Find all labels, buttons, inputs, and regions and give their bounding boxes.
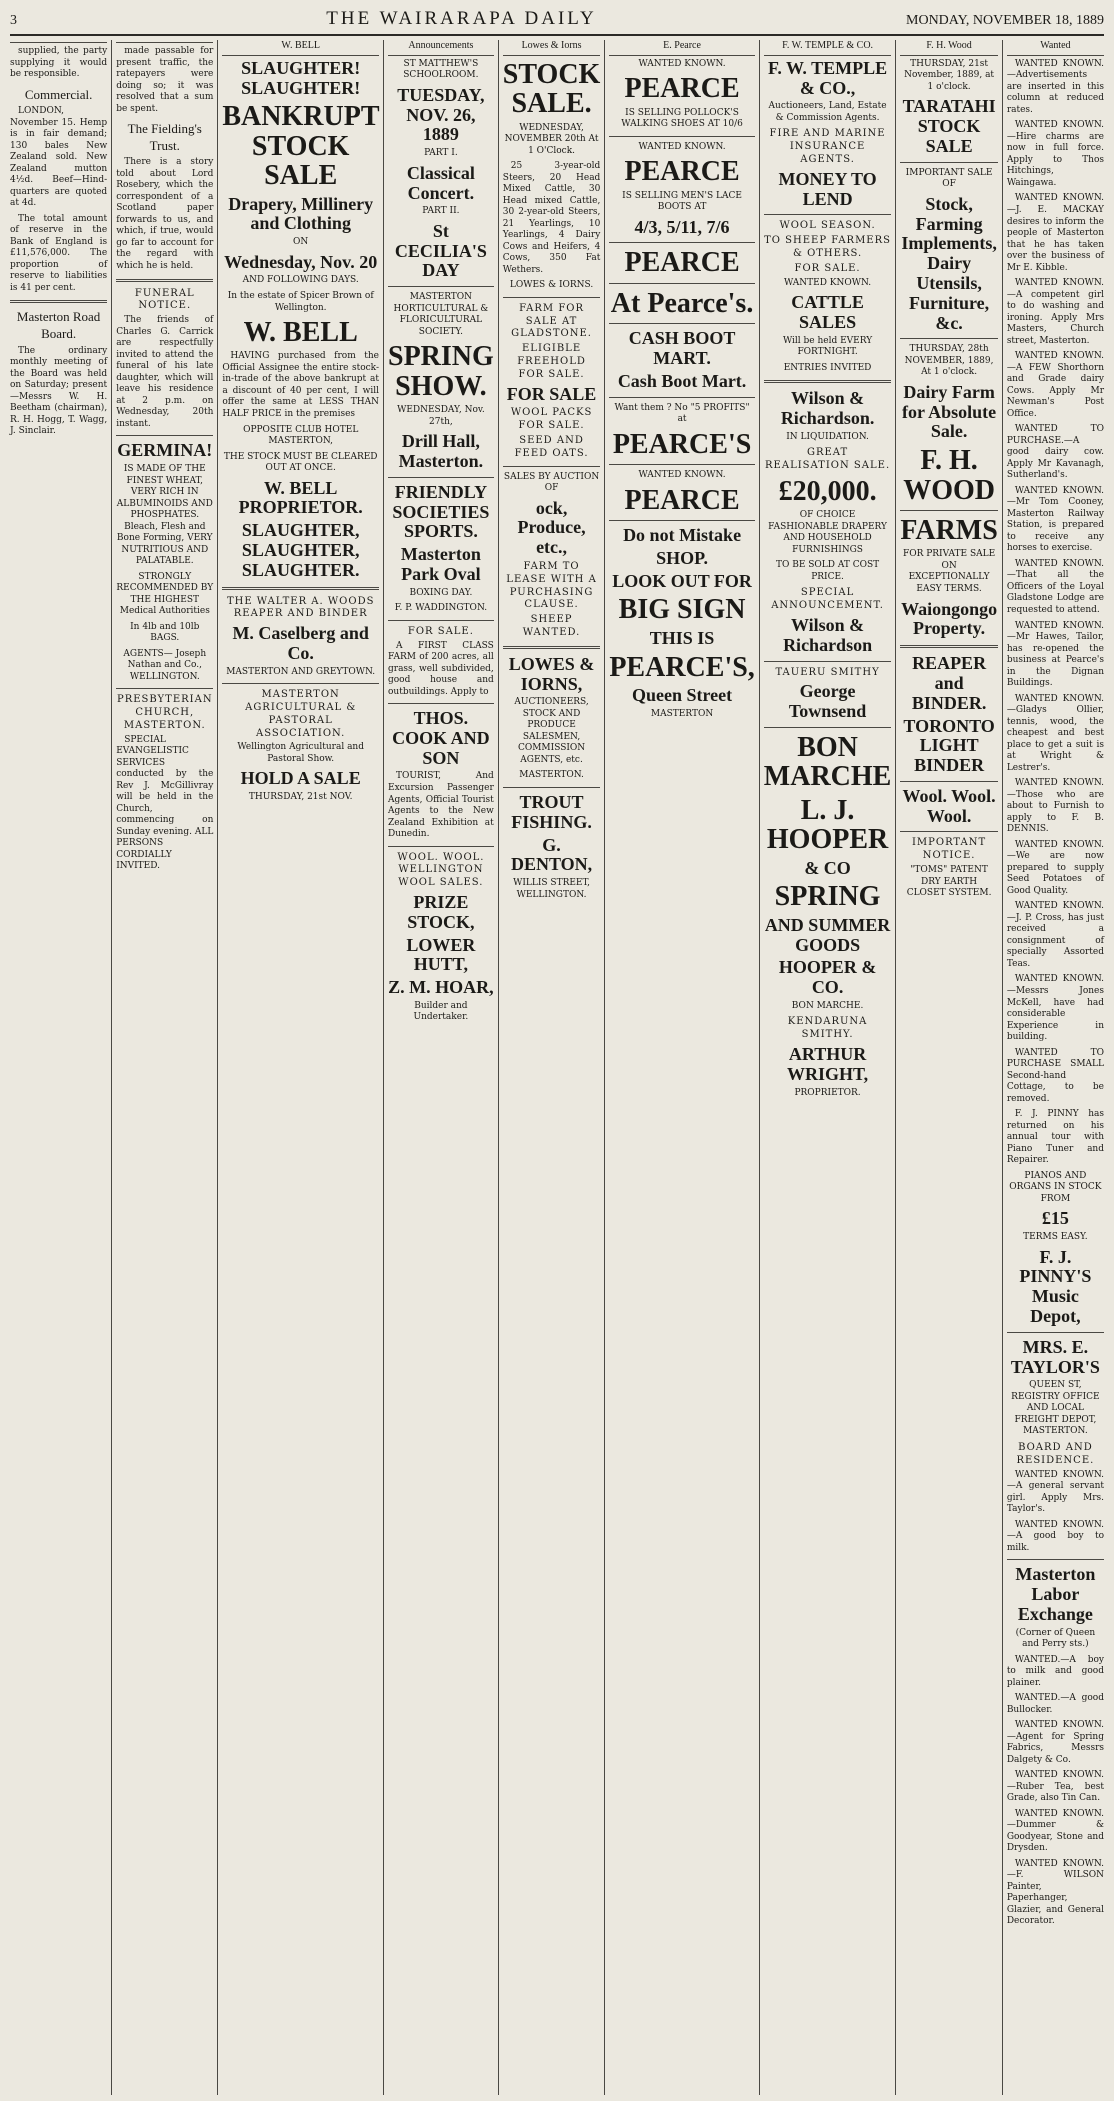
divider	[764, 727, 892, 728]
ad-heading: GREAT REALISATION SALE.	[765, 447, 891, 472]
ad-heading: LOWER HUTT,	[406, 934, 476, 975]
article-text: The total amount of reserve in the Bank of England is £11,576,000. The proportion of reserve to liabilities is 41 per cent.	[10, 213, 108, 293]
column-head-9: Wanted	[1007, 40, 1104, 56]
ad-heading: BON MARCHE	[763, 732, 892, 793]
column-2	[111, 40, 217, 2095]
ad-heading: TAUERU SMITHY	[775, 666, 880, 678]
ad-heading: George Townsend	[788, 681, 867, 722]
section-heading: Masterton Road Board.	[16, 309, 101, 342]
ad-heading: G. DENTON,	[510, 834, 593, 875]
masthead	[10, 8, 1104, 36]
ad-heading: FUNERAL NOTICE.	[134, 287, 195, 312]
ad-heading: WOOL. WOOL. WELLINGTON WOOL SALES.	[397, 851, 485, 889]
ad-heading: AND SUMMER GOODS	[764, 914, 891, 955]
ad-heading: & CO	[804, 857, 851, 878]
ad-heading: LOWES & IORNS,	[508, 653, 595, 694]
ad-heading: F. W. TEMPLE & CO.,	[768, 57, 888, 98]
ad-text: TERMS EASY.	[1023, 1232, 1088, 1243]
ad-heading: FARM TO LEASE WITH A PURCHASING CLAUSE.	[506, 560, 597, 611]
ad-heading: Stock, Farming Implements, Dairy Utensils, Furniture, &c.	[901, 193, 997, 333]
classified-ad: WANTED.—A boy to milk and good plainer.	[1006, 1654, 1104, 1688]
ad-heading: FOR SALE	[506, 383, 597, 404]
ad-heading: £15	[1041, 1208, 1069, 1229]
ad-text: IN LIQUIDATION.	[786, 431, 869, 442]
ad-heading: SLAUGHTER! SLAUGHTER!	[241, 57, 361, 98]
ad-text: IMPORTANT SALE OF	[905, 167, 993, 190]
ad-text: F. P. WADDINGTON.	[394, 603, 488, 614]
ad-heading: IMPORTANT NOTICE.	[911, 837, 987, 862]
ad-text: WEDNESDAY, Nov. 27th,	[397, 405, 485, 427]
ad-heading: W. BELL	[243, 317, 358, 349]
ad-heading: SHOP.	[656, 547, 708, 568]
ad-text: ON	[293, 237, 309, 248]
divider	[609, 397, 754, 398]
article-text: The ordinary monthly meeting of the Board was held on Saturday; present—Messrs W. H. Beetham (chairman), R. H. Hogg, T. Wagg, J. Sinclair.	[10, 345, 108, 437]
ad-text: Builder and Undertaker.	[413, 1000, 469, 1023]
classified-ad: WANTED KNOWN.—Messrs Jones McKell, have had considerable Experience in building.	[1006, 974, 1104, 1043]
ad-text: PIANOS AND ORGANS IN STOCK FROM	[1009, 1170, 1102, 1204]
column-4	[383, 40, 498, 2095]
ad-text: WILLIS STREET, WELLINGTON.	[513, 878, 591, 900]
ad-text: IS SELLING MEN'S LACE BOOTS AT	[622, 190, 742, 213]
ad-heading: Drill Hall, Masterton.	[398, 431, 484, 471]
classified-ad: WANTED KNOWN.—A good boy to milk.	[1006, 1519, 1104, 1553]
divider	[609, 323, 754, 324]
classified-ad: WANTED KNOWN.—Those who are about to Furnish to apply to F. B. DENNIS.	[1006, 778, 1104, 835]
ad-heading: TO SHEEP FARMERS & OTHERS.	[764, 235, 891, 259]
ad-text: THE STOCK MUST BE CLEARED OUT AT ONCE.	[223, 451, 378, 474]
ad-heading: 4/3, 5/11, 7/6	[634, 216, 730, 237]
classified-ad: WANTED KNOWN.—A competent girl to do washing and ironing. Apply Mrs Masters, Church street, Masterton.	[1006, 278, 1104, 346]
ad-text: Want them ? No "5 PROFITS" at	[614, 402, 750, 425]
classified-ad: WANTED KNOWN.—Ruber Tea, best Grade, also Tin Can.	[1006, 1770, 1104, 1804]
ad-text: WANTED KNOWN.	[638, 58, 726, 69]
divider	[388, 703, 494, 704]
ad-heading: Masterton Labor Exchange	[1015, 1564, 1096, 1624]
column-3	[217, 40, 383, 2095]
ad-text: STRONGLY RECOMMENDED BY THE HIGHEST Medical Authorities	[116, 571, 214, 617]
article-text: There is a story told about Lord Rosebery, which the correspondent of a Scotland paper forwards to us, and which, if true, would go far to account for the regard with which he is held.	[116, 157, 214, 271]
ad-heading: PRESBYTERIAN CHURCH, MASTERTON.	[116, 694, 213, 731]
ad-heading: L. J. HOOPER	[766, 794, 889, 856]
column-head-5: Lowes & Iorns	[503, 40, 601, 56]
divider	[900, 510, 997, 511]
ad-heading: TUESDAY, NOV. 26, 1889	[397, 84, 485, 145]
ad-heading: PEARCE	[624, 73, 740, 105]
ad-text: OF CHOICE FASHIONABLE DRAPERY AND HOUSEHOLD FURNISHINGS	[768, 510, 887, 555]
ad-heading: THOS. COOK AND SON	[392, 708, 490, 768]
ad-text: SALES BY AUCTION OF	[503, 471, 600, 494]
ad-heading: Do not Mistake	[623, 524, 742, 545]
ad-text: FOR PRIVATE SALE ON EXCEPTIONALLY EASY TERMS.	[902, 549, 996, 594]
ad-heading: SEED AND FEED OATS.	[514, 434, 589, 459]
ad-text: QUEEN ST, REGISTRY OFFICE AND LOCAL FREIGHT DEPOT, MASTERTON.	[1011, 1380, 1100, 1437]
ad-text: AND FOLLOWING DAYS.	[242, 275, 359, 286]
column-7	[759, 40, 896, 2095]
column-head-8: F. H. Wood	[900, 40, 997, 56]
ad-heading: CASH BOOT MART.	[628, 328, 736, 369]
ad-heading: TROUT FISHING.	[511, 791, 592, 832]
divider	[388, 620, 494, 621]
ad-heading: SLAUGHTER, SLAUGHTER, SLAUGHTER.	[241, 520, 360, 580]
divider	[503, 787, 601, 788]
ad-text: ENTRIES INVITED	[783, 362, 872, 373]
divider	[503, 466, 601, 467]
classified-ad: WANTED TO PURCHASE SMALL Second-hand Cottage, to be removed.	[1006, 1047, 1104, 1104]
newspaper-title: THE WAIRARAPA DAILY	[326, 8, 597, 29]
ad-heading: PEARCE'S,	[609, 651, 755, 683]
divider	[388, 846, 494, 847]
ad-heading: PEARCE	[624, 484, 740, 516]
ad-text: WANTED KNOWN.	[783, 277, 872, 288]
column-head-1	[10, 40, 107, 43]
classified-ad: WANTED KNOWN.—Gladys Ollier, tennis, wood, the cheapest and best place to get a suit is at Wright & Lestrer's.	[1006, 693, 1104, 773]
divider	[764, 380, 892, 383]
ad-text: In the estate of Spicer Brown of Wellington.	[227, 290, 374, 313]
divider	[900, 781, 997, 782]
ad-heading: ARTHUR WRIGHT,	[786, 1044, 869, 1084]
ad-text: IS MADE OF THE FINEST WHEAT, VERY RICH IN ALBUMINOIDS AND PHOSPHATES. Bleach, Flesh and Bone Forming, VERY NUTRITIOUS AND PALATABLE.	[116, 464, 213, 567]
ad-heading: Cash Boot Mart.	[617, 370, 747, 391]
ad-heading: PEARCE'S	[612, 428, 752, 460]
ad-text: A FIRST CLASS FARM of 200 acres, all grass, well subdivided, good house and outbuildings. Apply to	[388, 640, 494, 697]
ad-text: PROPRIETOR.	[794, 1087, 861, 1098]
divider	[1007, 1332, 1104, 1333]
ad-heading: PRIZE STOCK,	[407, 891, 475, 932]
classified-ad: WANTED KNOWN.—Agent for Spring Fabrics, Messrs Dalgety & Co.	[1006, 1720, 1104, 1765]
ad-text: MASTERTON HORTICULTURAL & FLORICULTURAL SOCIETY.	[393, 292, 489, 337]
ad-heading: FARM FOR SALE AT GLADSTONE.	[511, 302, 592, 340]
ad-heading: Waiongongo Property.	[901, 598, 998, 639]
divider	[609, 520, 754, 521]
ad-text: PART I.	[424, 148, 458, 159]
divider	[764, 214, 892, 215]
classified-ad: WANTED KNOWN.—J. E. MACKAY desires to inform the people of Masterton that he has taken over the business of Mr E. Kibble.	[1006, 193, 1104, 273]
divider	[388, 286, 494, 287]
classified-ad: WANTED KNOWN.—Mr Hawes, Tailor, has re-opened the business at Pearce's in the Dignan Buildings.	[1006, 620, 1104, 689]
divider	[900, 162, 997, 163]
ad-heading: £20,000.	[778, 475, 877, 507]
ad-heading: Dairy Farm for Absolute Sale.	[901, 381, 997, 442]
ad-text: ST MATTHEW'S SCHOOLROOM.	[403, 58, 479, 81]
ad-heading: SPRING	[774, 881, 881, 913]
divider	[764, 661, 892, 662]
column-5	[498, 40, 605, 2095]
ad-heading: BIG SIGN	[618, 594, 746, 626]
ad-text: Will be held EVERY FORTNIGHT.	[782, 335, 873, 358]
ad-heading: KENDARUNA SMITHY.	[787, 1016, 868, 1041]
ad-heading: SPRING SHOW.	[388, 341, 494, 402]
ad-heading: FRIENDLY SOCIETIES SPORTS.	[392, 481, 490, 542]
ad-subheading: Drapery, Millinery and Clothing	[228, 193, 374, 234]
divider	[116, 279, 213, 282]
ad-heading: BOARD AND RESIDENCE.	[1016, 1441, 1095, 1466]
column-head-2	[116, 40, 213, 43]
column-head-3: W. BELL	[222, 40, 379, 56]
ad-heading: CATTLE SALES	[791, 292, 864, 332]
ad-heading: F. H. WOOD	[903, 445, 995, 506]
ad-heading: F. J. PINNY'S Music Depot,	[1019, 1246, 1092, 1326]
ad-text: Wellington Agricultural and Pastoral Show.	[237, 742, 364, 764]
classified-ad: WANTED KNOWN.—J. P. Cross, has just received a consignment of specially Assorted Teas.	[1006, 901, 1104, 969]
divider	[503, 646, 601, 649]
ad-text: TOURIST, And Excursion Passenger Agents, Official Tourist Agents to the New Zealand Exhibition at Dunedin.	[388, 771, 494, 840]
ad-heading: Classical Concert.	[406, 162, 475, 203]
ad-text: Auctioneers, Land, Estate & Commission Agents.	[768, 101, 887, 123]
ad-heading: HOOPER & CO.	[778, 957, 877, 998]
ad-text: LOWES & IORNS.	[509, 280, 594, 291]
column-8	[895, 40, 1001, 2095]
ad-text: BON MARCHE.	[791, 1000, 864, 1011]
ad-heading: HOLD A SALE	[240, 768, 361, 789]
divider	[388, 477, 494, 478]
ad-subheading: Wednesday, Nov. 20	[224, 251, 378, 272]
section-heading: The Fielding's Trust.	[127, 121, 202, 153]
ad-text: THURSDAY, 21st November, 1889, at 1 o'clock.	[904, 58, 995, 92]
classified-ad: WANTED KNOWN.—Dummer & Goodyear, Stone and Drysden.	[1006, 1808, 1104, 1854]
ad-text: MASTERTON	[650, 708, 714, 719]
divider	[609, 464, 754, 465]
ad-heading: SPECIAL ANNOUNCEMENT.	[771, 587, 884, 612]
divider	[10, 300, 107, 303]
column-head-4: Announcements	[388, 40, 494, 56]
ad-text: The friends of Charles G. Carrick are respectfully invited to attend the funeral of his late daughter, which will leave his residence at 2 p.m. on Wednesday, 20th instant.	[116, 315, 214, 429]
divider	[1007, 1559, 1104, 1560]
ad-text: THURSDAY, 21st NOV.	[248, 792, 353, 803]
ad-text: BOXING DAY.	[409, 587, 473, 598]
divider	[900, 831, 997, 832]
classified-ad: WANTED KNOWN.—A general servant girl. Apply Mrs. Taylor's.	[1006, 1469, 1104, 1515]
ad-heading: St CECILIA'S DAY	[394, 220, 487, 281]
divider	[503, 297, 601, 298]
ad-heading: ELIGIBLE FREEHOLD FOR SALE.	[517, 343, 586, 380]
column-1	[6, 40, 111, 2095]
ad-heading: THIS IS	[649, 627, 715, 648]
ad-heading: PEARCE	[624, 156, 740, 188]
ad-heading: GERMINA!	[117, 440, 213, 461]
ad-heading: STOCK SALE.	[502, 58, 601, 120]
classified-ad: WANTED KNOWN.—That all the Officers of the Loyal Gladstone Lodge are requested to attend.	[1006, 558, 1104, 615]
ad-text: WANTED KNOWN.	[638, 141, 726, 152]
article-text: LONDON, November 15. Hemp is in fair demand; 130 bales New Zealand sold. New Zealand mutton 4½d. Beef—Hind-quarters are quoted at 4d.	[10, 106, 108, 209]
ad-heading: W. BELL PROPRIETOR.	[238, 477, 363, 518]
divider	[222, 587, 379, 590]
ad-heading: Masterton Park Oval	[400, 544, 481, 584]
ad-text: 25 3-year-old Steers, 20 Head Mixed Cattle, 30 Head mixed Cattle, 30 2-year-old Steers, 21 Yearlings, 10 Yearlings, 4 Dairy Cows and Heifers, 4 Cows, 350 Fat Wethers.	[502, 161, 601, 275]
ad-heading: PEARCE	[624, 247, 740, 279]
page-number: 3	[10, 13, 17, 28]
ad-heading: Queen Street	[631, 684, 733, 705]
ad-text: (Corner of Queen and Perry sts.)	[1015, 1627, 1096, 1650]
ad-text: AGENTS— Joseph Nathan and Co., WELLINGTON.	[123, 648, 207, 682]
classified-ad: WANTED KNOWN.—Hire charms are now in full force. Apply to Thos Hitchings, Waingawa.	[1006, 120, 1104, 188]
ad-text: SPECIAL EVANGELISTIC SERVICES conducted by the Rev J. McGillivray will be held in the Church, commencing on Sunday evening. ALL PERSONS CORDIALLY INVITED.	[116, 734, 214, 872]
divider	[609, 136, 754, 137]
divider	[609, 242, 754, 243]
ad-heading: TARATAHI STOCK SALE	[902, 96, 996, 156]
ad-heading: At Pearce's.	[610, 287, 754, 319]
ad-heading: Wool. Wool. Wool.	[902, 785, 996, 826]
columns	[6, 40, 1108, 2095]
ad-text: AUCTIONEERS, STOCK AND PRODUCE SALESMEN, COMMISSION AGENTS, etc.	[514, 697, 589, 765]
ad-heading: BANKRUPT STOCK SALE	[222, 101, 380, 192]
ad-text: IS SELLING POLLOCK'S WALKING SHOES AT 10/6	[621, 107, 743, 130]
ad-text: TO BE SOLD AT COST PRICE.	[775, 560, 880, 582]
divider	[900, 645, 997, 648]
ad-heading: Wilson & Richardson	[783, 615, 873, 655]
ad-text: "TOMS" PATENT DRY EARTH CLOSET SYSTEM.	[906, 865, 992, 899]
ad-heading: FOR SALE.	[407, 625, 474, 637]
ad-heading: MRS. E. TAYLOR'S	[1010, 1336, 1100, 1377]
ad-heading: LOOK OUT FOR	[612, 570, 752, 591]
ad-heading: SHEEP WANTED.	[522, 614, 581, 638]
classified-ad: WANTED KNOWN.—Mr Tom Cooney, Masterton Railway Station, is prepared to receive any horses to exercise.	[1006, 485, 1104, 554]
ad-heading: Z. M. HOAR,	[388, 977, 494, 998]
column-6	[604, 40, 758, 2095]
column-head-6: E. Pearce	[609, 40, 754, 56]
ad-heading: WOOL SEASON.	[779, 220, 876, 232]
classified-ad: WANTED TO PURCHASE.—A good dairy cow. Apply Mr Kavanagh, Sutherland's.	[1006, 424, 1104, 481]
ad-heading: M. Caselberg and Co.	[232, 623, 369, 663]
ad-heading: ock, Produce, etc.,	[517, 497, 586, 558]
column-9	[1002, 40, 1108, 2095]
ad-heading: WOOL PACKS FOR SALE.	[510, 407, 593, 432]
classified-ad: F. J. PINNY has returned on his annual tour with Piano Tuner and Repairer.	[1006, 1109, 1104, 1166]
ad-text: MASTERTON AND GREYTOWN.	[226, 666, 376, 677]
article-text: made passable for present traffic, the ratepayers were doing so; it was resolved that a sum be spent.	[116, 46, 214, 114]
divider	[222, 683, 379, 684]
ad-heading: MASTERTON AGRICULTURAL & PASTORAL ASSOCIATION.	[245, 689, 357, 739]
column-head-7: F. W. TEMPLE & CO.	[764, 40, 892, 56]
ad-heading: Wilson & Richardson.	[780, 388, 875, 429]
ad-text: WEDNESDAY, NOVEMBER 20th At 1 O'Clock.	[504, 122, 599, 156]
article-text: supplied, the party supplying it would be responsible.	[10, 46, 108, 80]
ad-text: HAVING purchased from the Official Assignee the entire stock-in-trade of the above bankrupt at a discount of 40 per cent, I will offer the same at LESS THAN HALF PRICE in the premises	[222, 351, 379, 419]
ad-text: MASTERTON.	[519, 770, 584, 781]
divider	[609, 283, 754, 284]
ad-heading: MONEY TO LEND	[778, 168, 877, 209]
ad-text: THURSDAY, 28th NOVEMBER, 1889, At 1 o'clock.	[904, 344, 994, 378]
ad-heading: FOR SALE.	[794, 262, 861, 274]
classified-ad: WANTED.—A good Bullocker.	[1006, 1693, 1104, 1715]
classified-ad: WANTED KNOWN.—F. WILSON Painter, Paperhanger, Glazier, and General Decorator.	[1006, 1858, 1104, 1927]
ad-text: In 4lb and 10lb BAGS.	[130, 621, 200, 644]
ad-text: PART II.	[422, 206, 460, 217]
classified-ad: WANTED KNOWN.—Advertisements are inserted in this column at reduced rates.	[1006, 58, 1104, 115]
ad-heading: TORONTO LIGHT BINDER	[903, 715, 995, 776]
ad-heading: FIRE AND MARINE INSURANCE AGENTS.	[769, 128, 886, 166]
divider	[116, 688, 213, 689]
divider	[116, 435, 213, 436]
section-heading: Commercial.	[24, 86, 93, 102]
classified-ad: WANTED KNOWN.—We are now prepared to supply Seed Potatoes of Good Quality.	[1006, 839, 1104, 896]
ad-heading: THE WALTER A. WOODS REAPER AND BINDER	[226, 595, 375, 620]
ad-heading: REAPER and BINDER.	[911, 653, 987, 713]
issue-date: MONDAY, NOVEMBER 18, 1889	[906, 13, 1104, 28]
divider	[900, 338, 997, 339]
ad-text: WANTED KNOWN.	[638, 470, 726, 481]
ad-heading: FARMS	[900, 515, 998, 547]
ad-text: OPPOSITE CLUB HOTEL MASTERTON,	[243, 424, 359, 447]
classified-ad: WANTED KNOWN.—A FEW Shorthorn and Grade dairy Cows. Apply Mr Newman's Post Office.	[1006, 351, 1104, 419]
